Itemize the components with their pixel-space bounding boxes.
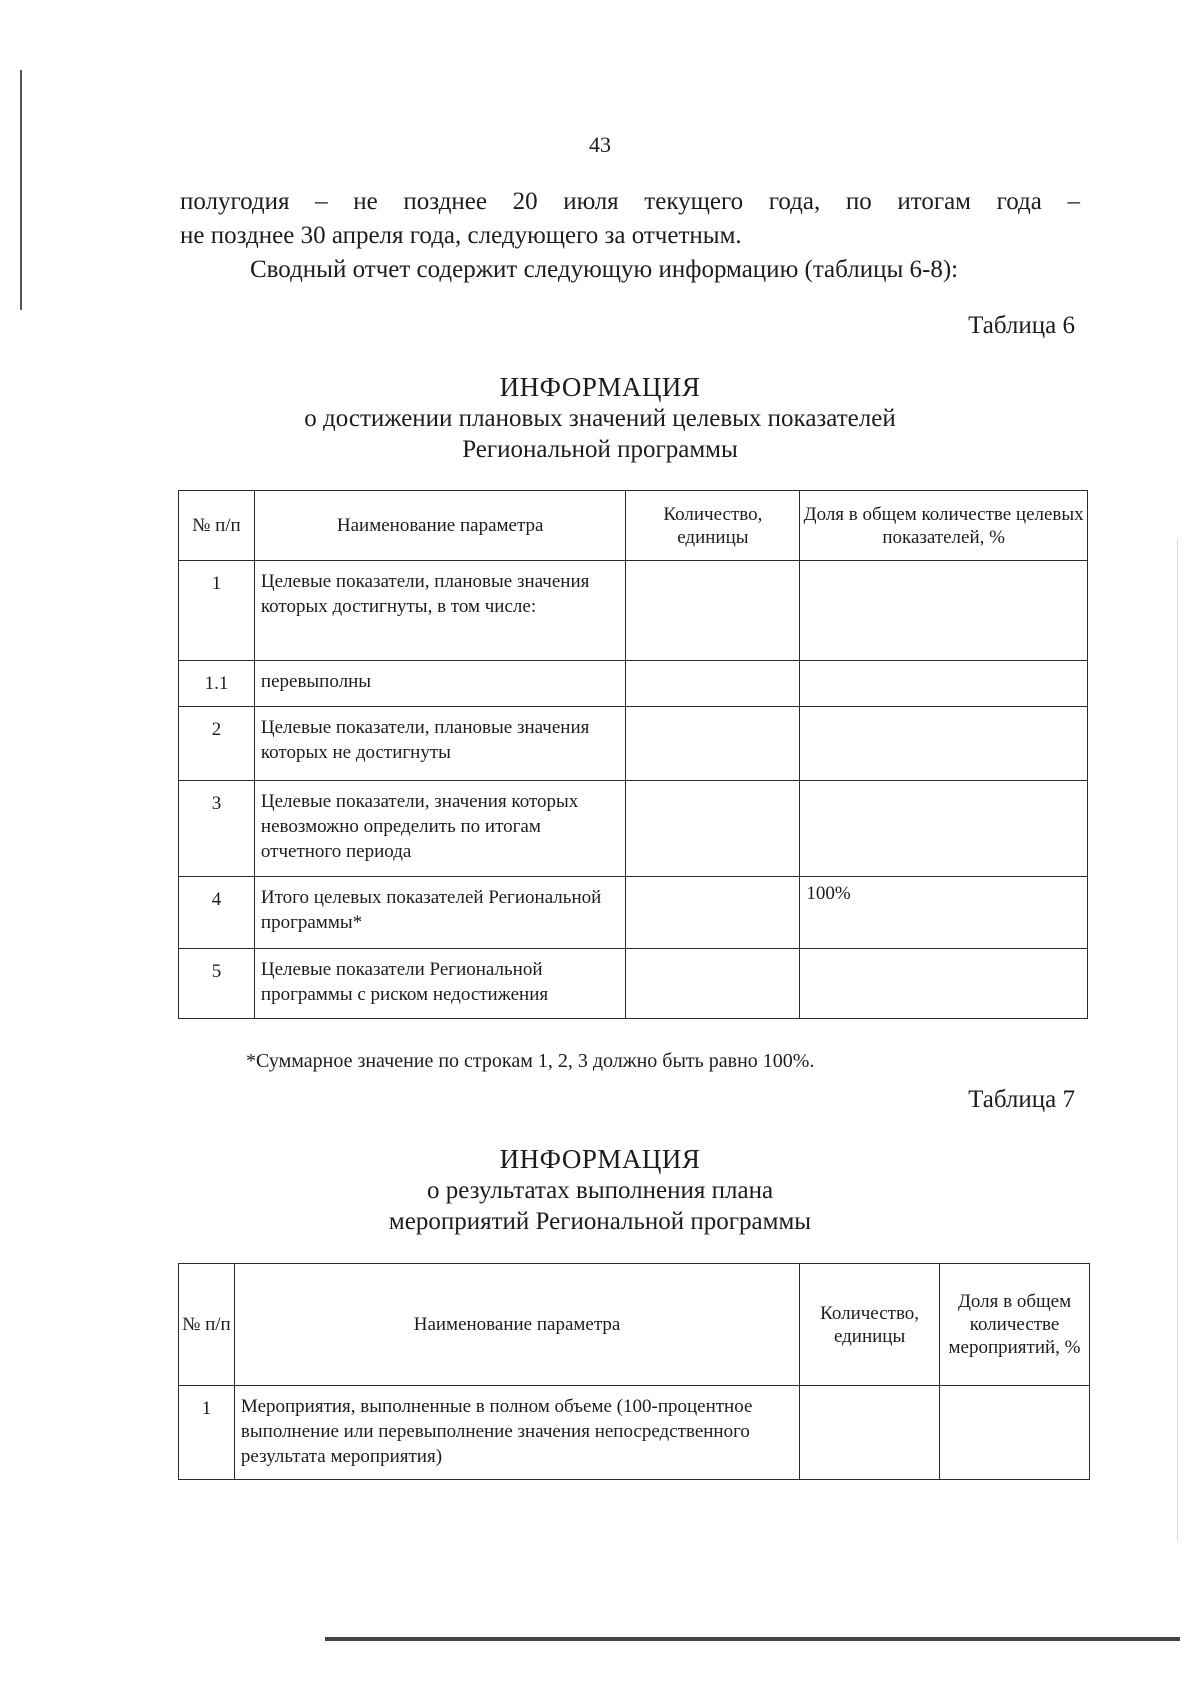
table6-cell-num: 5 bbox=[179, 949, 255, 1019]
paragraph-line-3: Сводный отчет содержит следующую информацию (таблицы 6-8): bbox=[250, 256, 959, 283]
table7 bbox=[178, 1263, 1090, 1480]
table-row bbox=[179, 707, 1088, 781]
table7-header-qty: Количество, единицы bbox=[800, 1264, 940, 1386]
table6-header-num: № п/п bbox=[179, 491, 255, 561]
table6-cell-name: Целевые показатели, плановые значения которых достигнуты, в том числе: bbox=[254, 561, 626, 661]
table6-cell-qty bbox=[626, 561, 800, 661]
table7-heading-line1: о результатах выполнения плана bbox=[426, 1177, 774, 1204]
table6-cell-share: 100% bbox=[800, 877, 1088, 949]
table6-cell-qty bbox=[626, 949, 800, 1019]
table6-cell-share bbox=[800, 781, 1088, 877]
table7-caption: Таблица 7 bbox=[968, 1086, 1075, 1113]
table6-heading-title: ИНФОРМАЦИЯ bbox=[499, 372, 701, 402]
paragraph-line-2: не позднее 30 апреля года, следующего за отчетным. bbox=[180, 222, 742, 249]
page-number: 43 bbox=[589, 132, 611, 157]
table6-cell-qty bbox=[626, 781, 800, 877]
table6-cell-name: Целевые показатели Региональной программы с риском недостижения bbox=[254, 949, 626, 1019]
table7-cell-name: Мероприятия, выполненные в полном объеме (100-процентное выполнение или перевыполнение значения непосредственного результата мероприятия) bbox=[234, 1386, 799, 1480]
table6-cell-qty bbox=[626, 707, 800, 781]
table6-footnote: *Суммарное значение по строкам 1, 2, 3 должно быть равно 100%. bbox=[246, 1050, 815, 1072]
table6 bbox=[178, 490, 1088, 1019]
table6-cell-name: Целевые показатели, значения которых невозможно определить по итогам отчетного периода bbox=[254, 781, 626, 877]
scan-bottom-edge bbox=[325, 1637, 1180, 1641]
scan-edge-left bbox=[20, 70, 22, 310]
table6-heading bbox=[0, 372, 1200, 465]
table7-heading-title: ИНФОРМАЦИЯ bbox=[499, 1144, 701, 1174]
table6-cell-name: Итого целевых показателей Региональной программы* bbox=[254, 877, 626, 949]
table6-cell-name: перевыполны bbox=[254, 661, 626, 707]
table7-heading-line2: мероприятий Региональной программы bbox=[388, 1208, 812, 1235]
table6-caption: Таблица 6 bbox=[968, 312, 1075, 339]
table-row bbox=[179, 661, 1088, 707]
table-row bbox=[179, 877, 1088, 949]
table7-header-name: Наименование параметра bbox=[234, 1264, 799, 1386]
table6-header-share: Доля в общем количестве целевых показателей, % bbox=[800, 491, 1088, 561]
table7-heading bbox=[0, 1144, 1200, 1237]
table-row bbox=[179, 781, 1088, 877]
table6-header-row bbox=[179, 491, 1088, 561]
table6-cell-num: 1.1 bbox=[179, 661, 255, 707]
table6-heading-line2: Региональной программы bbox=[462, 436, 738, 463]
table7-cell-qty bbox=[800, 1386, 940, 1480]
table6-cell-share bbox=[800, 949, 1088, 1019]
table7-cell-share bbox=[940, 1386, 1090, 1480]
scan-edge-right bbox=[1177, 540, 1178, 1540]
table-row bbox=[179, 949, 1088, 1019]
table7-header-share: Доля в общем количестве мероприятий, % bbox=[940, 1264, 1090, 1386]
table6-cell-share bbox=[800, 561, 1088, 661]
table6-heading-line1: о достижении плановых значений целевых показателей bbox=[304, 405, 896, 432]
table6-cell-num: 4 bbox=[179, 877, 255, 949]
table6-cell-share bbox=[800, 707, 1088, 781]
table6-header-name: Наименование параметра bbox=[254, 491, 626, 561]
table6-cell-name: Целевые показатели, плановые значения которых не достигнуты bbox=[254, 707, 626, 781]
table6-cell-num: 2 bbox=[179, 707, 255, 781]
table-row bbox=[179, 561, 1088, 661]
table7-cell-num: 1 bbox=[179, 1386, 235, 1480]
table7-header-num: № п/п bbox=[179, 1264, 235, 1386]
table6-cell-qty bbox=[626, 661, 800, 707]
paragraph-line-1: полугодия – не позднее 20 июля текущего года, по итогам года – bbox=[180, 188, 1080, 215]
table6-cell-num: 1 bbox=[179, 561, 255, 661]
table6-cell-qty bbox=[626, 877, 800, 949]
table-row bbox=[179, 1386, 1090, 1480]
table6-header-qty: Количество, единицы bbox=[626, 491, 800, 561]
table7-header-row bbox=[179, 1264, 1090, 1386]
table6-cell-share bbox=[800, 661, 1088, 707]
table6-cell-num: 3 bbox=[179, 781, 255, 877]
